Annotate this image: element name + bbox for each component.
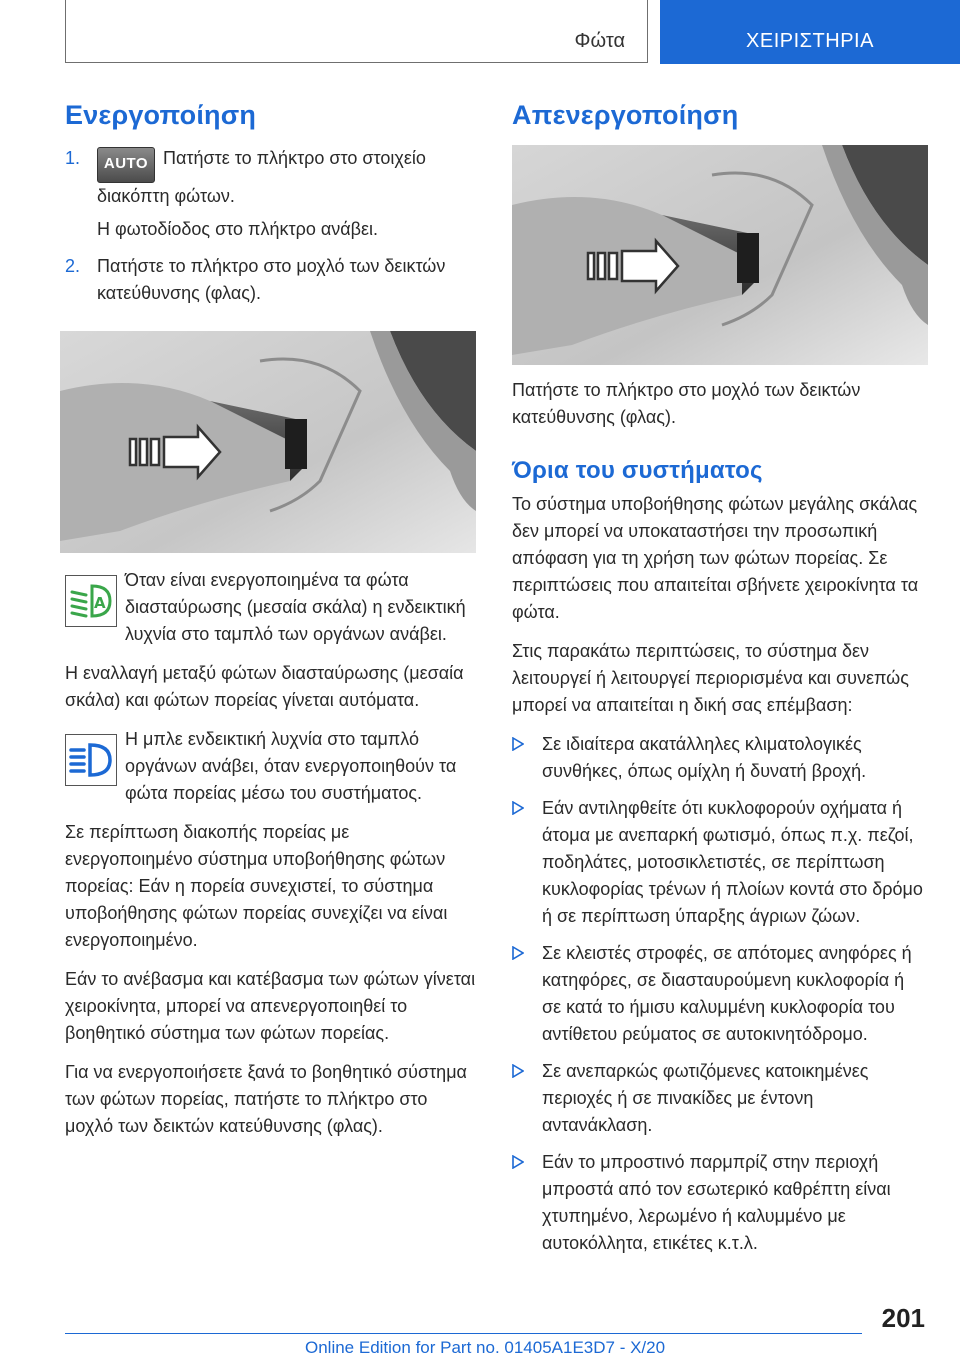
note-text: Όταν είναι ενεργοποιημένα τα φώτα διασταύρωσης (μεσαία σκάλα) η ενδεικτική λυχνία στο ταμπλό των οργάνων ανάβει.	[125, 570, 466, 644]
limits-paragraph-1: Το σύστημα υποβοήθησης φώτων μεγάλης σκάλας δεν μπορεί να υποκαταστήσει την προσωπική απόφαση για τη χρήση των φώτων πορείας. Σε περιπτώσεις που απαιτείται σβήνετε χειροκίνητα τα φώτα.	[512, 494, 919, 622]
deactivate-paragraph: Πατήστε το πλήκτρο στο μοχλό των δεικτών κατεύθυνσης (φλας).	[512, 380, 861, 427]
bullet-text: Εάν αντιληφθείτε ότι κυκλοφορούν οχήματα ή άτομα με ανεπαρκή φωτισμό, όπως π.χ. πεζοί, ποδηλάτες, μοτοσικλετιστές, σε περίπτωση κυκλοφορίας τρένων ή πλοίων κοντά στο δρόμο ή σε περίπτωση ύπαρξης άγριων ζώων.	[542, 798, 923, 926]
step-2	[65, 253, 477, 307]
auto-switch-paragraph: Η εναλλαγή μεταξύ φώτων διασταύρωσης (μεσαία σκάλα) και φώτων πορείας γίνεται αυτόματα.	[65, 663, 464, 710]
edition-link[interactable]: Online Edition for Part no. 01405A1E3D7 - X/20	[305, 1338, 666, 1357]
activation-heading: Ενεργοποίηση	[65, 100, 257, 130]
triangle-bullet-icon	[512, 737, 524, 751]
interruption-paragraph: Σε περίπτωση διακοπής πορείας με ενεργοποιημένο σύστημα υποβοήθησης φώτων πορείας: Εάν η πορεία συνεχιστεί, το σύστημα υποβοήθησης φώτων πορείας συνεχίζει να είναι ενεργοποιημένο.	[65, 822, 448, 950]
system-limits-heading: Όρια του συστήματος	[512, 457, 763, 484]
list-item	[512, 1058, 927, 1139]
step-text: Πατήστε το πλήκτρο στο στοιχείο διακόπτη φώτων.	[97, 148, 426, 206]
page-number: 201	[881, 1303, 925, 1333]
reactivate-paragraph: Για να ενεργοποιήσετε ξανά το βοηθητικό σύστημα των φώτων πορείας, πατήστε το πλήκτρο στο μοχλό των δεικτών κατεύθυνσης (φλας).	[65, 1062, 467, 1136]
chapter-tab[interactable]	[660, 0, 960, 64]
highbeam-indicator-note	[65, 726, 477, 807]
list-item	[512, 1149, 927, 1257]
bullet-text: Σε κλειστές στροφές, σε απότομες ανηφόρες ή κατηφόρες, σε διασταυρούμενη κυκλοφορία ή σε κατά το ήμισυ καλυμμένη κυκλοφορία του αντίθετου ρεύματος σε αυτοκινητόδρομο.	[542, 943, 912, 1044]
step-number: 1.	[65, 148, 81, 168]
high-beam-assistant-green-icon	[65, 575, 117, 627]
turn-signal-lever-photo	[60, 331, 476, 553]
bullet-text: Σε ανεπαρκώς φωτιζόμενες κατοικημένες περιοχές ή σε πινακίδες με έντονη αντανάκλαση.	[542, 1061, 869, 1135]
chapter-label: ΧΕΙΡΙΣΤΗΡΙΑ	[746, 29, 874, 52]
limits-paragraph-2: Στις παρακάτω περιπτώσεις, το σύστημα δεν λειτουργεί ή λειτουργεί περιορισμένα και συνεπώς μπορεί να απαιτείται η δική σας επέμβαση:	[512, 641, 909, 715]
triangle-bullet-icon	[512, 1064, 524, 1078]
svg-text:A: A	[94, 594, 106, 612]
footer-divider	[65, 1333, 862, 1334]
list-item	[512, 940, 927, 1048]
bullet-text: Σε ιδιαίτερα ακατάλληλες κλιματολογικές συνθήκες, όπως ομίχλη ή δυνατή βροχή.	[542, 734, 867, 781]
step-text: Πατήστε το πλήκτρο στο μοχλό των δεικτών κατεύθυνσης (φλας).	[97, 256, 446, 303]
auto-button-icon: AUTO	[97, 147, 155, 183]
left-column	[65, 100, 477, 1152]
triangle-bullet-icon	[512, 1155, 524, 1169]
note-text: Η μπλε ενδεικτική λυχνία στο ταμπλό οργάνων ανάβει, όταν ενεργοποιηθούν τα φώτα πορείας μέσω του συστήματος.	[125, 729, 457, 803]
manual-paragraph: Εάν το ανέβασμα και κατέβασμα των φώτων γίνεται χειροκίνητα, μπορεί να απενεργοποιηθεί το βοηθητικό σύστημα των φώτων πορείας.	[65, 969, 476, 1043]
right-column	[512, 100, 927, 1267]
bullet-text: Εάν το μπροστινό παρμπρίζ στην περιοχή μπροστά από τον εσωτερικό καθρέπτη είναι χτυπημένο, λερωμένο ή καλυμμένο με αυτοκόλλητα, ετικέτες κ.τ.λ.	[542, 1152, 891, 1253]
section-title: Φώτα	[574, 30, 625, 52]
step-number: 2.	[65, 256, 81, 276]
list-item	[512, 795, 927, 930]
turn-signal-lever-photo-2	[512, 145, 928, 365]
high-beam-blue-icon	[65, 734, 117, 786]
list-item	[512, 731, 927, 785]
triangle-bullet-icon	[512, 946, 524, 960]
header-frame	[65, 0, 648, 63]
deactivation-heading: Απενεργοποίηση	[512, 100, 739, 130]
step-1	[65, 145, 477, 243]
step-subtext: Η φωτοδίοδος στο πλήκτρο ανάβει.	[97, 219, 379, 239]
triangle-bullet-icon	[512, 801, 524, 815]
lowbeam-indicator-note	[65, 567, 477, 648]
